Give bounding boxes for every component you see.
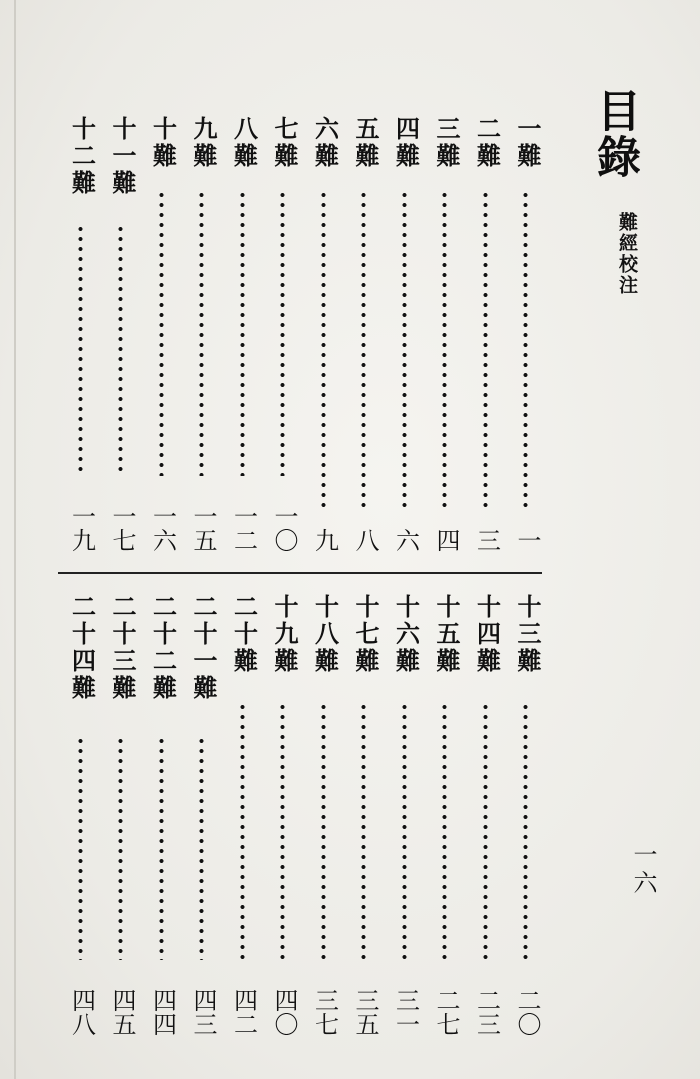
gutter-shadow-line [14,0,16,1079]
toc-entry-page-number: 四〇 [270,988,298,1036]
dot-leader [159,190,164,476]
toc-entry-title: 十三難 [513,594,542,675]
toc-entry-page-number: 三一 [391,988,420,1036]
toc-entry-page-number: 一九 [67,504,96,552]
page-title: 目錄 [589,88,640,180]
toc-entry-page-number: 一六 [148,504,177,552]
toc-entry-page-number: 一五 [189,504,217,552]
dot-leader [280,190,285,476]
toc-entry[interactable] [429,116,463,552]
toc-entry-title: 十九難 [270,594,299,675]
toc-entry-title: 十七難 [351,594,380,675]
toc-entry-page-number: 四 [432,528,460,552]
toc-entry-title: 二十二難 [148,594,178,702]
toc-entry[interactable] [470,116,504,552]
toc-entry[interactable] [105,594,139,1036]
folio-page-number: 一六 [629,842,657,898]
toc-entry-page-number: 一二 [229,504,258,552]
toc-entry-title: 八難 [229,116,259,170]
toc-entry-page-number: 一 [513,528,541,552]
dot-leader [321,702,326,960]
toc-entry[interactable] [65,594,99,1036]
toc-entry[interactable] [348,594,382,1036]
dot-leader [78,736,83,960]
dot-leader [118,224,123,476]
toc-entry[interactable] [186,116,220,552]
dot-leader [442,190,447,510]
dot-leader [78,224,83,476]
toc-entry[interactable] [227,594,261,1036]
toc-entry-title: 四難 [391,116,421,170]
toc-entry-page-number: 四五 [108,988,136,1036]
toc-entry-page-number: 三七 [310,988,339,1036]
toc-entry-title: 五難 [351,116,380,170]
dot-leader [483,190,488,510]
toc-entry-page-number: 二〇 [513,988,541,1036]
toc-entry-title: 七難 [270,116,299,170]
toc-entry-page-number: 六 [391,528,420,552]
toc-entry-title: 三難 [432,116,461,170]
toc-entry[interactable] [267,594,301,1036]
dot-leader [361,702,366,960]
toc-entry-page-number: 一七 [108,504,136,552]
toc-entry-page-number: 九 [310,528,339,552]
dot-leader [240,702,245,960]
toc-entry-page-number: 四八 [67,988,96,1036]
toc-entry-title: 十八難 [310,594,340,675]
toc-entry-title: 十一難 [108,116,137,197]
toc-entry[interactable] [227,116,261,552]
toc-entry-title: 二十四難 [67,594,97,702]
dot-leader [402,702,407,960]
dot-leader [199,190,204,476]
toc-entry-page-number: 四四 [148,988,177,1036]
toc-entry[interactable] [470,594,504,1036]
dot-leader [361,190,366,510]
toc-entry-title: 九難 [189,116,218,170]
toc-entry[interactable] [510,116,544,552]
toc-entry[interactable] [308,116,342,552]
dot-leader [118,736,123,960]
toc-entry-title: 二十一難 [189,594,218,702]
dot-leader [240,190,245,476]
toc-entry[interactable] [348,116,382,552]
toc-entry[interactable] [389,116,423,552]
dot-leader [442,702,447,960]
dot-leader [199,736,204,960]
toc-entry[interactable] [429,594,463,1036]
toc-entry[interactable] [186,594,220,1036]
toc-entry-title: 十六難 [391,594,421,675]
dot-leader [280,702,285,960]
toc-entry-title: 十二難 [67,116,97,197]
toc-entry-page-number: 一〇 [270,504,298,552]
toc-entry[interactable] [65,116,99,552]
toc-entry[interactable] [308,594,342,1036]
toc-entry-page-number: 二七 [432,988,460,1036]
toc-entry-title: 二十三難 [108,594,137,702]
toc-entry-page-number: 四二 [229,988,258,1036]
toc-entry-title: 一難 [513,116,542,170]
toc-entry[interactable] [267,116,301,552]
toc-entry-page-number: 三五 [351,988,379,1036]
toc-entry-page-number: 八 [351,528,379,552]
dot-leader [402,190,407,510]
toc-entry-title: 十四難 [472,594,502,675]
toc-entry-page-number: 三 [472,528,501,552]
dot-leader [523,702,528,960]
dot-leader [159,736,164,960]
toc-entry[interactable] [510,594,544,1036]
dot-leader [483,702,488,960]
section-divider-rule [58,572,542,574]
toc-entry[interactable] [105,116,139,552]
toc-entry[interactable] [146,116,180,552]
toc-entry-title: 十難 [148,116,178,170]
toc-entry-title: 十五難 [432,594,461,675]
toc-entry-page-number: 二三 [472,988,501,1036]
toc-entry-title: 二難 [472,116,502,170]
toc-entry[interactable] [389,594,423,1036]
toc-entry-title: 二十難 [229,594,259,675]
dot-leader [321,190,326,510]
toc-entry-title: 六難 [310,116,340,170]
toc-entry-page-number: 四三 [189,988,217,1036]
running-head-book-title: 難經校注 [616,212,638,296]
dot-leader [523,190,528,510]
toc-entry[interactable] [146,594,180,1036]
